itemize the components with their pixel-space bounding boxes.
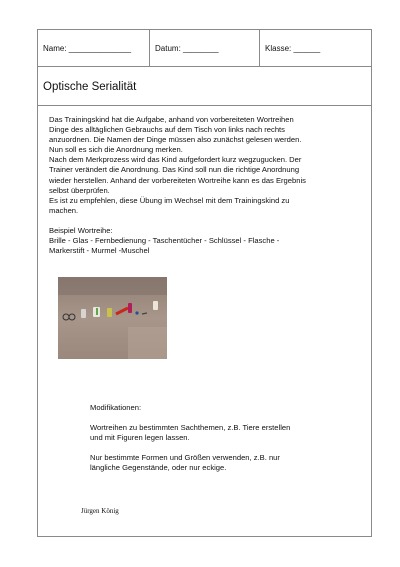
author-signature: Jürgen König [81,507,119,515]
instructions [49,115,367,256]
example-heading: Beispiel Wortreihe: [49,225,113,235]
tissues-icon [107,308,112,317]
modification-line: und mit Figuren legen lassen. [90,433,190,443]
intro-line: selbst überprüfen. [49,185,110,195]
intro-line: wieder herstellen. Anhand der vorbereiteten Wortreihe kann es das Ergebnis [49,175,306,185]
modifications [90,403,350,473]
intro-line: anzuordnen. Die Namen der Dinge müssen also zunächst gelesen werden. [49,135,302,145]
intro-line: Es ist zu empfehlen, diese Übung im Wechsel mit dem Trainingskind zu [49,195,290,205]
intro-line: Nach dem Merkprozess wird das Kind aufgefordert kurz wegzugucken. Der [49,155,302,165]
intro-line: Nun soll es sich die Anordnung merken. [49,145,183,155]
example-photo [58,277,167,359]
date-field: Datum: ________ [150,30,260,66]
intro-line: Dinge des alltäglichen Gebrauchs auf dem Tisch von links nach rechts [49,125,285,135]
example-line: Markerstift - Murmel -Muschel [49,246,150,256]
intro-line: Das Trainingskind hat die Aufgabe, anhand von vorbereiteten Wortreihen [49,115,294,124]
intro-line: Trainer verändert die Anordnung. Das Kind soll nun die richtige Anordnung [49,165,300,175]
example-line: Brille - Glas - Fernbedienung - Taschentücher - Schlüssel - Flasche - [49,236,280,246]
class-field: Klasse: ______ [265,44,321,53]
modification-line: Wortreihen zu bestimmten Sachthemen, z.B. Tiere erstellen [90,423,291,433]
name-field: Name: ______________ [38,30,150,66]
worksheet [37,29,372,537]
intro-line: machen. [49,205,79,215]
modification-line: längliche Gegenstände, oder nur eckige. [90,463,227,473]
page-title: Optische Serialität [43,81,137,93]
modifications-heading: Modifikationen: [90,403,142,412]
header-row [38,30,371,67]
title-row [38,67,371,106]
shell-icon [153,301,158,310]
glass-icon [81,309,86,318]
modification-line: Nur bestimmte Formen und Größen verwenden, z.B. nur [90,453,280,463]
bottle-icon [128,303,132,313]
marble-icon [135,311,138,314]
